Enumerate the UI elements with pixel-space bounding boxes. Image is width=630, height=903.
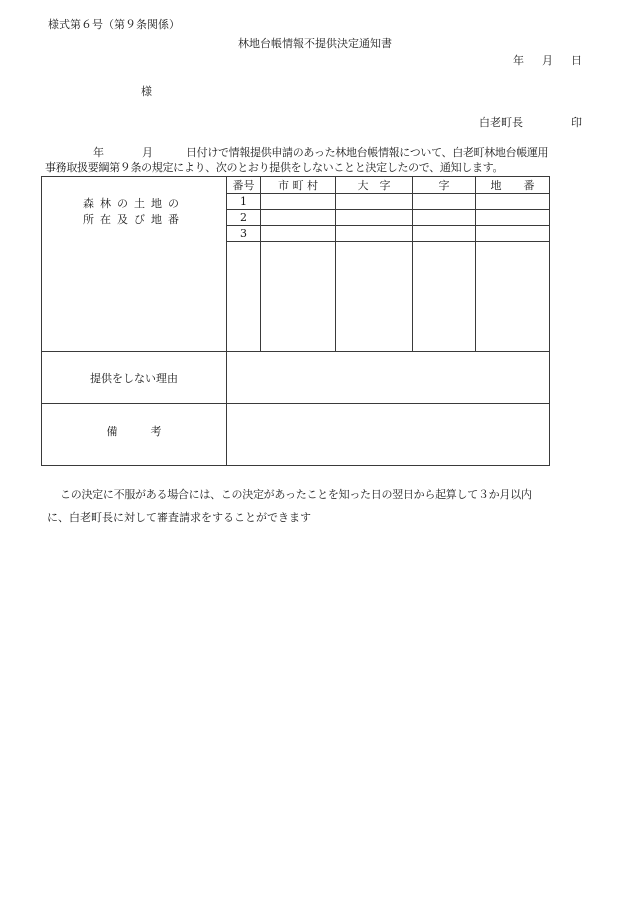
location-label-line1: 森林の土地の xyxy=(83,197,185,210)
form-number: 様式第６号（第９条関係） xyxy=(48,18,180,31)
body-month-label: 月 xyxy=(142,146,153,159)
body-text-line1: 日付けで情報提供申請のあった林地台帳情報について、白老町林地台帳運用 xyxy=(186,146,549,159)
municipality-cell xyxy=(261,242,336,352)
oaza-cell xyxy=(336,210,413,226)
lot-number-cell xyxy=(476,226,550,242)
date-year-label: 年 xyxy=(513,54,524,67)
appeal-notice-line2: に、白老町長に対して審査請求をすることができます xyxy=(47,511,311,524)
municipality-cell xyxy=(261,210,336,226)
location-label-cell xyxy=(42,177,227,352)
header-lot-number: 地 番 xyxy=(476,177,550,194)
header-number: 番号 xyxy=(227,177,261,194)
number-cell-blank xyxy=(227,242,261,352)
aza-cell xyxy=(413,242,476,352)
lot-number-cell xyxy=(476,194,550,210)
header-oaza: 大 字 xyxy=(336,177,413,194)
lot-number-cell xyxy=(476,242,550,352)
body-year-label: 年 xyxy=(93,146,104,159)
aza-cell xyxy=(413,226,476,242)
remarks-label: 備 考 xyxy=(42,404,227,466)
municipality-cell xyxy=(261,226,336,242)
seal-mark: 印 xyxy=(571,116,582,129)
oaza-cell xyxy=(336,226,413,242)
row-number: 1 xyxy=(227,194,261,210)
row-number: 2 xyxy=(227,210,261,226)
header-aza: 字 xyxy=(413,177,476,194)
addressee-suffix: 様 xyxy=(141,85,152,98)
row-number: 3 xyxy=(227,226,261,242)
appeal-notice-line1: この決定に不服がある場合には、この決定があったことを知った日の翌日から起算して３か月以内 xyxy=(60,488,532,501)
document-title: 林地台帳情報不提供決定通知書 xyxy=(238,37,392,50)
remarks-field xyxy=(227,404,550,466)
location-label-line2: 所在及び地番 xyxy=(83,212,185,226)
oaza-cell xyxy=(336,242,413,352)
date-day-label: 日 xyxy=(571,54,582,67)
body-text-line2: 事務取扱要綱第９条の規定により、次のとおり提供をしないことと決定したので、通知します。 xyxy=(45,161,504,174)
header-municipality: 市 町 村 xyxy=(261,177,336,194)
aza-cell xyxy=(413,210,476,226)
date-month-label: 月 xyxy=(542,54,553,67)
aza-cell xyxy=(413,194,476,210)
reason-field xyxy=(227,352,550,404)
reason-label: 提供をしない理由 xyxy=(42,352,227,404)
lot-number-cell xyxy=(476,210,550,226)
info-table xyxy=(41,176,550,466)
sender-name: 白老町長 xyxy=(479,116,523,129)
municipality-cell xyxy=(261,194,336,210)
oaza-cell xyxy=(336,194,413,210)
